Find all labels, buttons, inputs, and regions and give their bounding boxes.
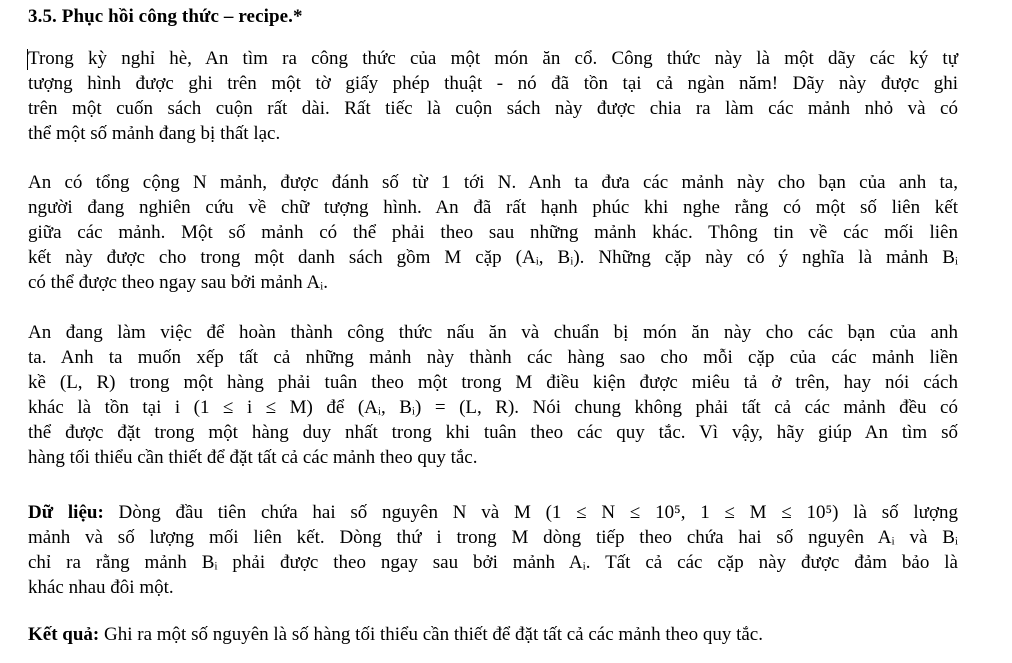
paragraph-intro [28, 46, 958, 146]
paragraph-task [28, 320, 958, 470]
text-line: Trong kỳ nghỉ hè, An tìm ra công thức của một món ăn cổ. Công thức này là một dãy các ký tự [28, 48, 958, 69]
text-line: khác là tồn tại i (1 ≤ i ≤ M) để (Aᵢ, Bᵢ) = (L, R). Nói chung không phải tất cả các mảnh đều có [28, 397, 958, 418]
paragraph-input [28, 500, 958, 600]
text-line: trên một cuốn sách cuộn rất dài. Rất tiếc là cuộn sách này được chia ra làm các mảnh nhỏ và có [28, 98, 958, 119]
output-label: Kết quả: [28, 624, 100, 645]
text-line: người đang nghiên cứu về chữ tượng hình. An đã rất hạnh phúc khi nghe rằng có một số liên kết [28, 197, 958, 218]
section-title: 3.5. Phục hồi công thức – recipe.* [28, 6, 303, 27]
text-line: có thể được theo ngay sau bởi mảnh Aᵢ. [28, 272, 328, 293]
paragraph-pieces [28, 170, 958, 295]
text-line: tượng hình được ghi trên một tờ giấy phép thuật - nó đã tồn tại cả ngàn năm! Dãy này được ghi [28, 73, 958, 94]
text-line: kề (L, R) trong một hàng phải tuân theo một trong M điều kiện được miêu tả ở trên, hay nói cách [28, 372, 958, 393]
text-line: khác nhau đôi một. [28, 577, 174, 598]
text-line: hàng tối thiểu cần thiết để đặt tất cả các mảnh theo quy tắc. [28, 447, 478, 468]
text-line [28, 622, 958, 647]
text-line: An đang làm việc để hoàn thành công thức nấu ăn và chuẩn bị món ăn này cho các bạn của anh [28, 322, 958, 343]
text-line: mảnh và số lượng mối liên kết. Dòng thứ i trong M dòng tiếp theo chứa hai số nguyên Aᵢ và Bᵢ [28, 527, 958, 548]
input-text: Dòng đầu tiên chứa hai số nguyên N và M (1 ≤ N ≤ 10⁵, 1 ≤ M ≤ 10⁵) là số lượng [103, 502, 958, 523]
output-text: Ghi ra một số nguyên là số hàng tối thiểu cần thiết để đặt tất cả các mảnh theo quy tắc. [99, 624, 763, 645]
text-line [28, 500, 958, 525]
text-line: thể một số mảnh đang bị thất lạc. [28, 123, 281, 144]
paragraph-output [28, 622, 958, 647]
text-line: kết này được cho trong một danh sách gồm M cặp (Aᵢ, Bᵢ). Những cặp này có ý nghĩa là mảnh Bᵢ [28, 247, 958, 268]
text-line: thể được đặt trong một hàng duy nhất trong khi tuân theo các quy tắc. Vì vậy, hãy giúp An tìm số [28, 422, 958, 443]
text-line: ta. Anh ta muốn xếp tất cả những mảnh này thành các hàng sao cho mỗi cặp của các mảnh liền [28, 347, 958, 368]
text-line: chỉ ra rằng mảnh Bᵢ phải được theo ngay sau bởi mảnh Aᵢ. Tất cả các cặp này được đảm bảo là [28, 552, 958, 573]
text-line: An có tổng cộng N mảnh, được đánh số từ 1 tới N. Anh ta đưa các mảnh này cho bạn của anh ta, [28, 172, 958, 193]
input-label: Dữ liệu: [28, 502, 104, 523]
text-line: giữa các mảnh. Một số mảnh có thể phải theo sau những mảnh khác. Thông tin về các mối liên [28, 222, 958, 243]
